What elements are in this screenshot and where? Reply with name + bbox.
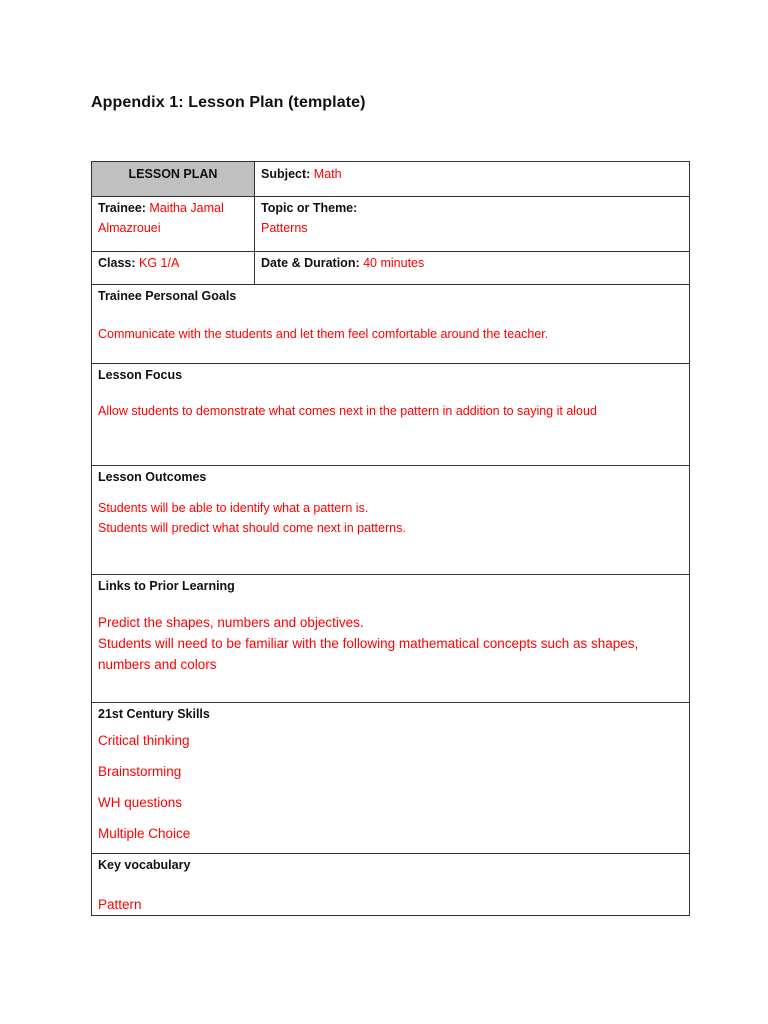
row-key-vocabulary [92,854,690,916]
trainee-name-line1: Maitha Jamal [149,201,224,215]
trainee-label: Trainee: [98,201,146,215]
row-class [92,252,690,285]
skill-item: WH questions [98,795,183,810]
personal-goals-cell [92,285,690,364]
row-personal-goals [92,285,690,364]
lesson-outcomes-label: Lesson Outcomes [98,470,207,484]
personal-goals-label: Trainee Personal Goals [98,289,237,303]
skill-item: Critical thinking [98,733,190,748]
key-vocabulary-text: Pattern [98,897,142,912]
skill-item: Brainstorming [98,764,182,779]
trainee-name-line2: Almazrouei [98,221,161,235]
subject-label: Subject: [261,167,311,181]
personal-goals-text: Communicate with the students and let them feel comfortable around the teacher. [98,327,549,341]
lesson-outcome-item: Students will predict what should come next in patterns. [98,521,406,535]
date-duration-cell [255,252,690,285]
row-lesson-focus [92,364,690,466]
prior-learning-label: Links to Prior Learning [98,579,235,593]
row-trainee [92,197,690,252]
lesson-focus-cell [92,364,690,466]
row-prior-learning [92,575,690,703]
subject-cell [255,162,690,197]
date-duration-value: 40 minutes [363,256,425,270]
topic-value: Patterns [261,221,308,235]
lesson-plan-header [92,162,255,197]
key-vocabulary-label: Key vocabulary [98,858,191,872]
key-vocabulary-cell [92,854,690,916]
skill-item: Multiple Choice [98,826,191,841]
row-century-skills [92,703,690,854]
lesson-focus-label: Lesson Focus [98,368,183,382]
class-cell [92,252,255,285]
topic-cell [255,197,690,252]
century-skills-label: 21st Century Skills [98,707,210,721]
topic-label: Topic or Theme: [261,201,358,215]
lesson-outcome-item: Students will be able to identify what a pattern is. [98,501,369,515]
lesson-outcomes-cell [92,466,690,575]
trainee-cell [92,197,255,252]
lesson-focus-text: Allow students to demonstrate what comes next in the pattern in addition to saying it aloud [98,404,597,418]
prior-learning-cell [92,575,690,703]
row-lesson-outcomes [92,466,690,575]
row-header [92,162,690,197]
century-skills-cell [92,703,690,854]
subject-value: Math [313,167,342,181]
class-label: Class: [98,256,136,270]
lesson-plan-table [91,161,690,916]
lesson-plan-header-label: LESSON PLAN [128,167,218,181]
page-title: Appendix 1: Lesson Plan (template) [91,94,366,111]
prior-learning-item: Students will need to be familiar with the following mathematical concepts such as shapes, numbers and colors [98,636,639,672]
class-value: KG 1/A [139,256,180,270]
prior-learning-item: Predict the shapes, numbers and objectives. [98,615,364,630]
date-duration-label: Date & Duration: [261,256,360,270]
